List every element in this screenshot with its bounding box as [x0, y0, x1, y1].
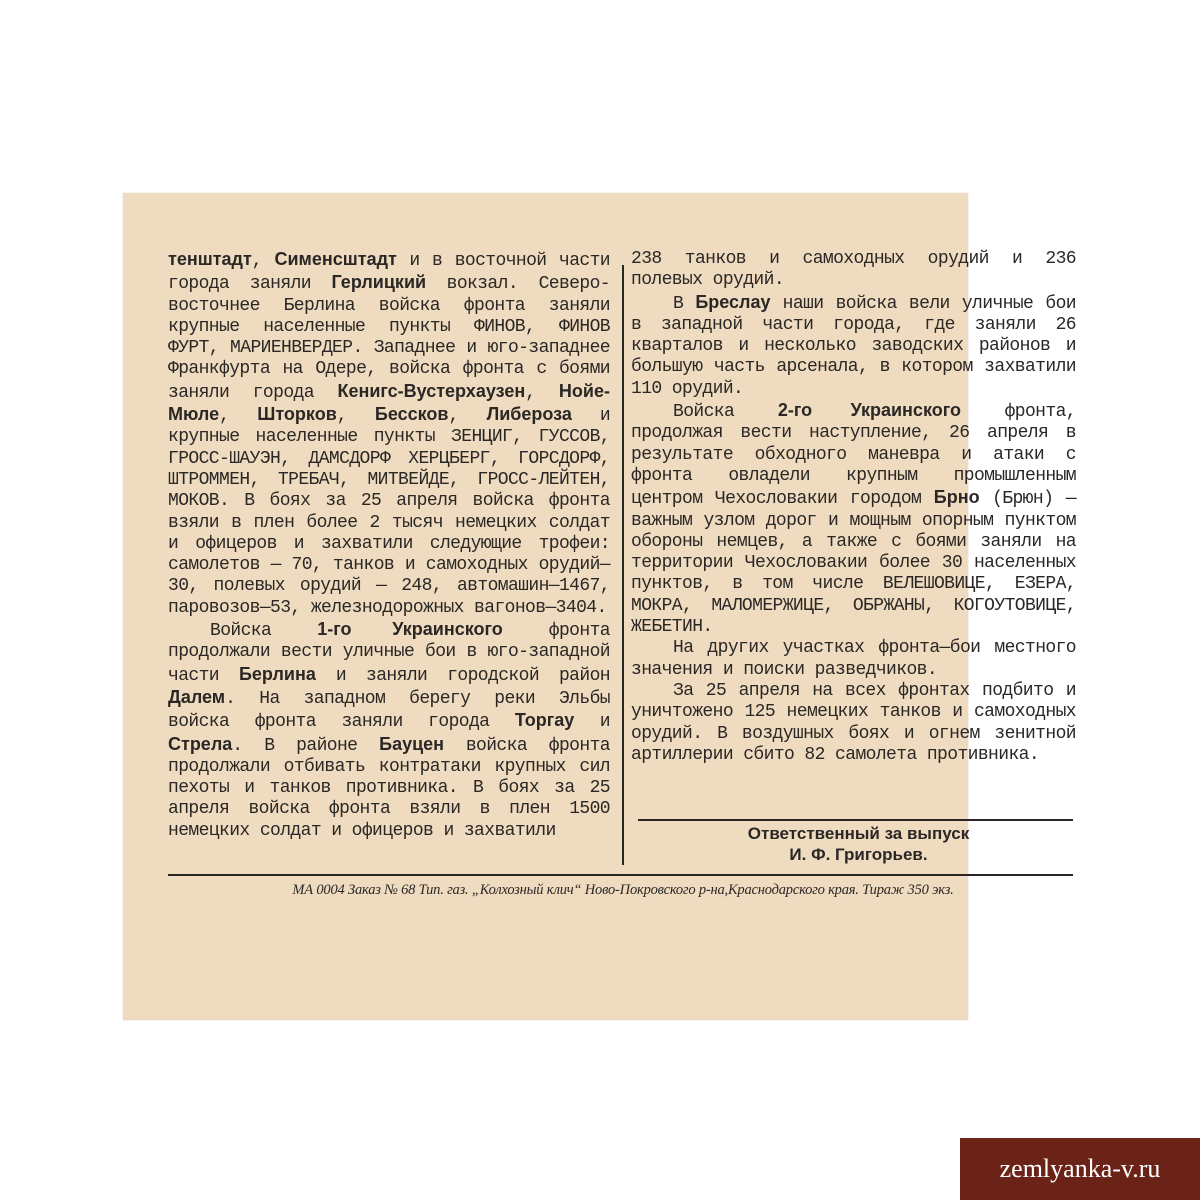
paragraph-text: В [673, 293, 696, 314]
bold-place-name: Бессков [374, 404, 449, 425]
paragraph-text: войска фронта продолжали отбивать контратаки крупных сил пехоты и танков противника. В боях за 25 апреля войска фронта взяли в плен 1500 немецких солдат и офицеров и захватили [168, 735, 610, 841]
right-column [631, 249, 1076, 766]
bold-place-name: Сименсштадт [274, 249, 397, 269]
paragraph-text: За 25 апреля на всех фронтах подбито и уничтожено 125 немецких танков и самоходных орудий. В воздушных боях и огнем зенитной артиллерии сбито 82 самолета противника. [631, 680, 1076, 765]
paragraph-text: и заняли городской район [315, 665, 610, 686]
bold-place-name: Нойе-Мюле [168, 380, 610, 425]
paragraph-text: На других участках фронта—бои местного значения и поиски разведчиков. [631, 638, 1076, 680]
paragraph-text: , [448, 406, 487, 427]
paragraph-text: , [251, 251, 275, 271]
article-paragraph [168, 619, 610, 842]
signature-rule [638, 819, 1073, 821]
paragraph-text: . В районе [232, 735, 380, 756]
column-divider [622, 265, 624, 865]
paragraph-text: вокзал. Северо-восточнее Берлина войска фронта заняли крупные населенные пункты ФИНОВ, ФИНОВ ФУРТ, МАРИЕНВЕРДЕР. Западнее и юго-западнее Франкфурта на Одере, войска фронта с боями заняли города [168, 274, 610, 403]
paragraph-text: (Брюн) — важным узлом дорог и мощным опорным пунктом обороны немцев, а также с боями заняли на территории Чехословакии более 30 населенных пунктов, в том числе ВЕЛЕШОВИЦЕ, ЕЗЕРА, МОКРА, МАЛОМЕРЖИЦЕ, ОБРЖАНЫ, КОГОУТОВИЦЕ, ЖЕБЕТИН. [631, 489, 1076, 638]
bold-place-name: Либероза [486, 404, 572, 425]
article-paragraph [631, 400, 1076, 638]
paragraph-text: наши войска вели уличные бои в западной части города, где заняли 26 кварталов и несколько заводских районов и большую часть арсенала, в котором захватили 110 орудий. [631, 293, 1076, 399]
bold-place-name: Стрела [168, 733, 233, 754]
bold-place-name: Торгау [514, 710, 575, 731]
article-paragraph [631, 292, 1076, 400]
bold-place-name: Кенигс-Вустерхаузен [337, 380, 526, 401]
imprint-rule [168, 874, 1073, 876]
bold-place-name: Брно [933, 487, 980, 508]
paragraph-text: . На западном берегу реки Эльбы войска фронта заняли города [168, 688, 610, 733]
signature-block [636, 823, 1081, 865]
paragraph-text: фронта продолжали вести уличные бои в юго-западной части [168, 621, 610, 686]
paragraph-text: и в восточной части города заняли [168, 251, 611, 295]
article-paragraph [631, 681, 1076, 766]
article-paragraph [168, 249, 610, 619]
bold-place-name: Бауцен [379, 733, 445, 754]
paragraph-text: Войска [210, 621, 318, 642]
paragraph-text: , [219, 406, 258, 427]
paragraph-text: и [574, 712, 610, 733]
article-paragraph [631, 638, 1076, 681]
signature-name: И. Ф. Григорьев. [789, 845, 928, 864]
bold-place-name: Шторков [257, 404, 337, 425]
paragraph-text: Войска [673, 402, 778, 423]
site-watermark: zemlyanka-v.ru [960, 1138, 1200, 1200]
article-paragraph [631, 249, 1076, 292]
paragraph-text: 238 танков и самоходных орудий и 236 полевых орудий. [631, 249, 1076, 291]
bold-place-name: 1-го Украинского [317, 619, 503, 640]
bold-place-name: Далем [168, 686, 226, 707]
bold-place-name: тенштадт [168, 249, 252, 269]
paragraph-text: и крупные населенные пункты ЗЕНЦИГ, ГУССОВ, ГРОСС-ШАУЭН, ДАМСДОРФ ХЕРЦБЕРГ, ГОРСДОРФ, ШТРОММЕН, ТРЕБАЧ, МИТВЕЙДЕ, ГРОСС-ЛЕЙТЕН, МОКОВ. В боях за 25 апреля войска фронта взяли в плен более 2 тысяч немецких солдат и офицеров и захватили следующие трофеи: самолетов — 70, танков и самоходных орудий—30, полевых орудий — 248, автомашин—1467, паровозов—53, железнодорожных вагонов—3404. [168, 406, 611, 618]
bold-place-name: Берлина [238, 663, 316, 684]
paragraph-text: фронта, продолжая вести наступление, 26 апреля в результате обходного маневра и атаки с фронта овладели крупным промышленным центром Чехословакии городом [631, 402, 1076, 510]
bold-place-name: Бреслау [695, 291, 771, 312]
signature-title: Ответственный за выпуск [747, 824, 970, 843]
bold-place-name: 2-го Украинского [777, 400, 961, 421]
paragraph-text: , [336, 406, 375, 427]
printer-imprint: МА 0004 Заказ № 68 Тип. газ. „Колхозный клич“ Ново-Покровского р-на,Краснодарского края. Тираж 350 экз. [292, 882, 954, 898]
bold-place-name: Герлицкий [331, 272, 427, 293]
left-column [168, 249, 610, 842]
paragraph-text: , [525, 382, 559, 403]
